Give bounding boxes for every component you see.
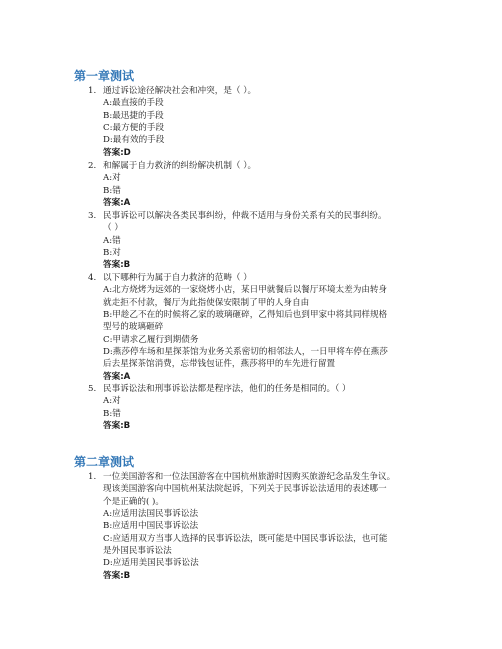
option-c: C:甲请求乙履行到期债务 <box>103 334 199 345</box>
question-text: 通过诉讼途径解决社会和冲突，是（ ）。 <box>103 86 257 96</box>
option-d: D:燕莎停车场和星探茶馆为业务关系密切的相邻法人，一日甲将车停在燕莎 <box>103 347 388 358</box>
option-a: A:错 <box>103 235 121 246</box>
question-1-1 <box>74 85 444 159</box>
option-c-cont: 是外国民事诉讼法 <box>103 546 172 557</box>
question-2-1 <box>74 471 444 582</box>
question-1-3 <box>74 210 444 272</box>
option-a: A:对 <box>103 396 121 407</box>
option-d: D:最有效的手段 <box>103 135 165 146</box>
question-number: 4. <box>88 273 97 283</box>
option-b: B:对 <box>103 248 121 259</box>
option-d-cont: 后去星探茶馆消费，忘带钱包证件，燕莎将甲的车先进行留置 <box>103 359 336 370</box>
question-text: 和解属于自力救济的纠纷解决机制（ ）。 <box>103 161 257 171</box>
question-1-5 <box>74 383 444 432</box>
option-c: C:应适用双方当事人选择的民事诉讼法，既可能是中国民事诉讼法，也可能 <box>103 533 388 544</box>
option-b: B:错 <box>103 408 121 419</box>
answer-label: 答案:A <box>103 198 131 209</box>
option-d: D:应适用美国民事诉讼法 <box>103 558 199 569</box>
question-text: 以下哪种行为属于自力救济的范畴（ ） <box>103 273 252 283</box>
question-number: 1. <box>88 472 97 482</box>
question-number: 1. <box>88 86 97 96</box>
option-a-cont: 就走拒不付款，餐厅为此指使保安限制了甲的人身自由 <box>103 297 310 308</box>
question-number: 3. <box>88 211 97 221</box>
option-c: C:最方便的手段 <box>103 123 165 134</box>
question-text: 个是正确的( )。 <box>103 496 164 507</box>
option-b: B:错 <box>103 185 121 196</box>
answer-label: 答案:B <box>103 421 131 432</box>
option-b-cont: 型号的玻璃砸碎 <box>103 322 164 333</box>
answer-label: 答案:A <box>103 371 131 382</box>
answer-label: 答案:B <box>103 570 131 581</box>
question-text: 民事诉讼法和刑事诉讼法都是程序法，他们的任务是相同的。（ ） <box>103 384 351 394</box>
option-b: B:甲趁乙不在的时候将乙家的玻璃砸碎，乙得知后也到甲家中将其同样规格 <box>103 310 388 321</box>
option-a: A:北方烧烤为远郊的一家烧烤小店，某日甲就餐后以餐厅环境太差为由转身 <box>103 285 388 296</box>
answer-label: 答案:B <box>103 260 131 271</box>
question-number: 5. <box>88 384 97 394</box>
option-a: A:对 <box>103 173 121 184</box>
option-a: A:应适用法国民事诉讼法 <box>103 509 199 520</box>
question-1-4 <box>74 272 444 383</box>
question-text: 现该美国游客向中国杭州某法院起诉，下列关于民事诉讼法适用的表述哪一 <box>103 484 387 495</box>
option-b: B:最迅捷的手段 <box>103 110 164 121</box>
chapter-1-title: 第一章测试 <box>74 69 135 83</box>
option-b: B:应适用中国民事诉讼法 <box>103 521 199 532</box>
option-a: A:最直接的手段 <box>103 98 164 109</box>
question-number: 2. <box>88 161 97 171</box>
answer-label: 答案:D <box>103 147 131 158</box>
chapter-2-title: 第二章测试 <box>74 455 135 469</box>
question-1-2 <box>74 160 444 209</box>
question-text: （ ） <box>103 223 123 234</box>
question-text: 民事诉讼可以解决各类民事纠纷，仲裁不适用与身份关系有关的民事纠纷。 <box>103 211 387 221</box>
question-text: 一位美国游客和一位法国游客在中国杭州旅游时因购买旅游纪念品发生争议。 <box>103 472 396 482</box>
